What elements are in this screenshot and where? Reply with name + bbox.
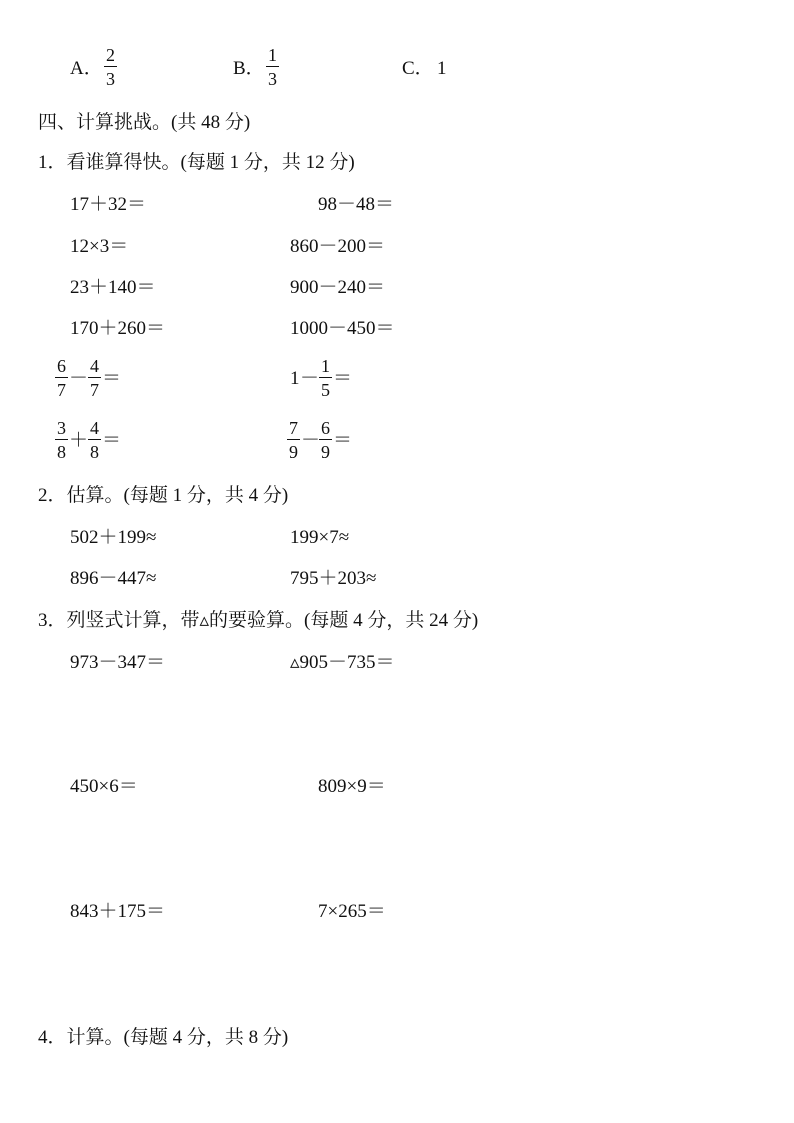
fraction-bar (88, 377, 101, 378)
q1-item: 170＋260＝ (70, 318, 166, 339)
fraction (319, 418, 332, 462)
operator: － (69, 368, 89, 389)
choice-a-label: A． (70, 58, 103, 79)
numerator: 3 (57, 418, 66, 438)
fraction (55, 418, 68, 462)
fraction (88, 418, 101, 462)
equals-sign: ＝ (102, 430, 122, 451)
choice-b-fraction (266, 45, 279, 89)
q1-item: 98－48＝ (318, 194, 395, 215)
q2-item: 896－447≈ (70, 568, 157, 589)
q1-item: 23＋140＝ (70, 277, 156, 298)
numerator: 4 (90, 418, 99, 438)
choice-c-label: C． (402, 58, 434, 79)
fraction (55, 356, 68, 400)
operator: ＋ (69, 430, 89, 451)
numerator: 7 (289, 418, 298, 438)
q1-item: 12×3＝ (70, 236, 129, 257)
numerator: 6 (321, 418, 330, 438)
q3-title: 3．列竖式计算，带▵的要验算。(每题 4 分，共 24 分) (38, 610, 479, 631)
denominator: 5 (321, 380, 330, 400)
equals-sign: ＝ (102, 368, 122, 389)
q1-item: 1000－450＝ (290, 318, 395, 339)
q2-item: 502＋199≈ (70, 527, 157, 548)
q1-item: 860－200＝ (290, 236, 386, 257)
fraction-bar (287, 439, 300, 440)
fraction (88, 356, 101, 400)
operator: － (301, 430, 321, 451)
q2-title: 2．估算。(每题 1 分，共 4 分) (38, 485, 289, 506)
equals-sign: ＝ (333, 368, 353, 389)
operator: － (300, 368, 320, 389)
choice-c-value: 1 (437, 58, 447, 79)
fraction-bar (55, 377, 68, 378)
section-title: 四、计算挑战。(共 48 分) (38, 112, 251, 133)
choice-a-numerator: 2 (106, 45, 115, 65)
fraction-bar (104, 66, 117, 67)
fraction-bar (266, 66, 279, 67)
numerator: 6 (57, 356, 66, 376)
numerator: 1 (321, 356, 330, 376)
q4-title: 4．计算。(每题 4 分，共 8 分) (38, 1027, 289, 1048)
numerator: 4 (90, 356, 99, 376)
q3-item: 7×265＝ (318, 901, 386, 922)
whole-number: 1 (290, 368, 300, 389)
fraction-bar (319, 439, 332, 440)
q3-item: 843＋175＝ (70, 901, 166, 922)
q1-title: 1．看谁算得快。(每题 1 分，共 12 分) (38, 152, 355, 173)
fraction (287, 418, 300, 462)
denominator: 9 (289, 442, 298, 462)
q3-item: 450×6＝ (70, 776, 138, 797)
q1-item: 900－240＝ (290, 277, 386, 298)
denominator: 8 (90, 442, 99, 462)
equals-sign: ＝ (333, 430, 353, 451)
fraction (319, 356, 332, 400)
choice-b-numerator: 1 (268, 45, 277, 65)
choice-a-denominator: 3 (106, 69, 115, 89)
denominator: 7 (57, 380, 66, 400)
choice-b-label: B． (233, 58, 265, 79)
choice-a-fraction (104, 45, 117, 89)
q3-item: 973－347＝ (70, 652, 166, 673)
fraction-bar (319, 377, 332, 378)
denominator: 7 (90, 380, 99, 400)
fraction-bar (88, 439, 101, 440)
fraction-bar (55, 439, 68, 440)
q3-item: 809×9＝ (318, 776, 386, 797)
q3-item: ▵905－735＝ (290, 652, 395, 673)
choice-b-denominator: 3 (268, 69, 277, 89)
q2-item: 199×7≈ (290, 527, 350, 548)
q1-item: 17＋32＝ (70, 194, 147, 215)
denominator: 8 (57, 442, 66, 462)
q2-item: 795＋203≈ (290, 568, 377, 589)
denominator: 9 (321, 442, 330, 462)
